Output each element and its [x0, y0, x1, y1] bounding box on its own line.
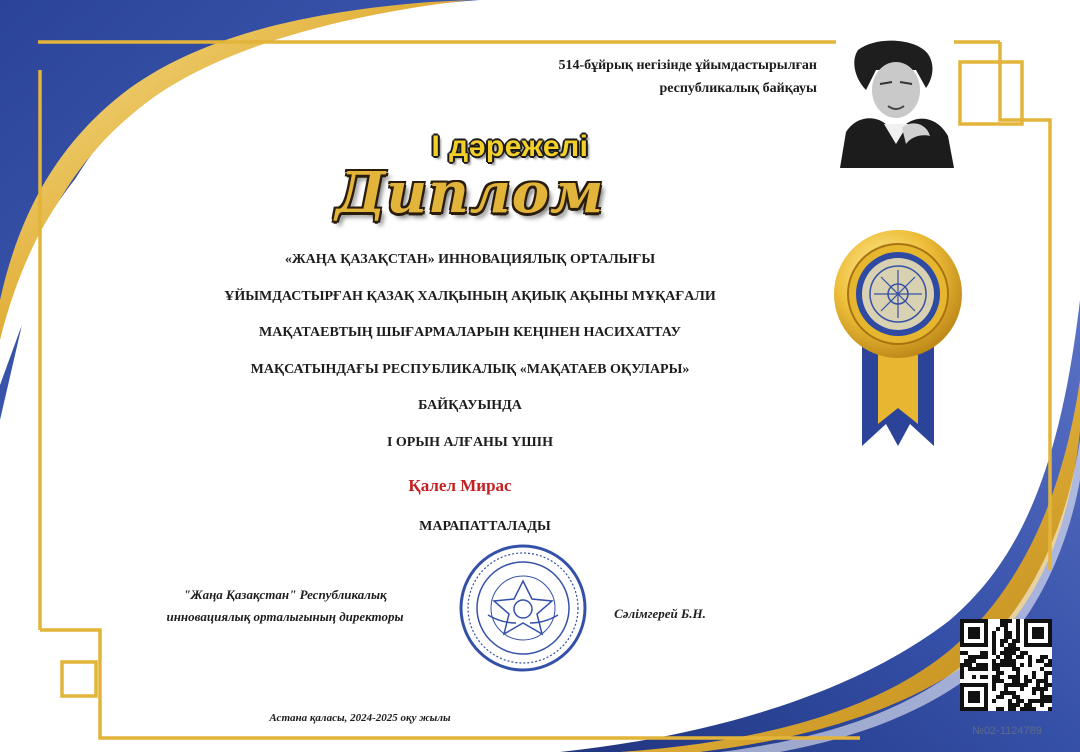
- city-year: Астана қаласы, 2024-2025 оқу жылы: [269, 712, 451, 724]
- poet-portrait-image: [836, 40, 954, 168]
- header-note-line-2: республикалық байқауы: [659, 81, 817, 96]
- gold-rosette-medal-icon: [832, 228, 964, 450]
- header-note-line-1: 514-бұйрық негізінде ұйымдастырылған: [558, 58, 817, 73]
- recipient-name: Қалел Мирас: [408, 476, 512, 495]
- award-text: [130, 250, 810, 469]
- award-text-line: МАҚАТАЕВТЫҢ ШЫҒАРМАЛАРЫН КЕҢІНЕН НАСИХАТТАУ: [259, 325, 681, 340]
- award-text-line: «ЖАҢА ҚАЗАҚСТАН» ИННОВАЦИЯЛЫҚ ОРТАЛЫҒЫ: [284, 252, 656, 267]
- director-title: [120, 584, 450, 628]
- serial-number: №02-1124789: [972, 725, 1042, 737]
- award-text-line: БАЙҚАУЫНДА: [418, 398, 522, 413]
- award-text-line: I ОРЫН АЛҒАНЫ ҮШІН: [386, 434, 554, 450]
- qr-code-icon[interactable]: [960, 619, 1052, 711]
- director-title-line-1: "Жаңа Қазақстан" Республикалық: [183, 587, 387, 602]
- degree-title: I дәрежелі: [431, 130, 589, 163]
- awarded-label: МАРАПАТТАЛАДЫ: [419, 519, 551, 534]
- official-seal-stamp-icon: [458, 543, 588, 673]
- signer-name: Сәлімгерей Б.Н.: [614, 606, 706, 621]
- header-note: [455, 54, 817, 100]
- award-text-line: МАҚСАТЫНДАҒЫ РЕСПУБЛИКАЛЫҚ «МАҚАТАЕВ ОҚУЛАРЫ»: [250, 361, 690, 377]
- diploma-title: Диплом: [335, 160, 605, 226]
- award-text-line: ҰЙЫМДАСТЫРҒАН ҚАЗАҚ ХАЛҚЫНЫҢ АҚИЫҚ АҚЫНЫ МҰҚАҒАЛИ: [224, 288, 716, 304]
- director-title-line-2: инновациялық орталығының директоры: [166, 609, 404, 624]
